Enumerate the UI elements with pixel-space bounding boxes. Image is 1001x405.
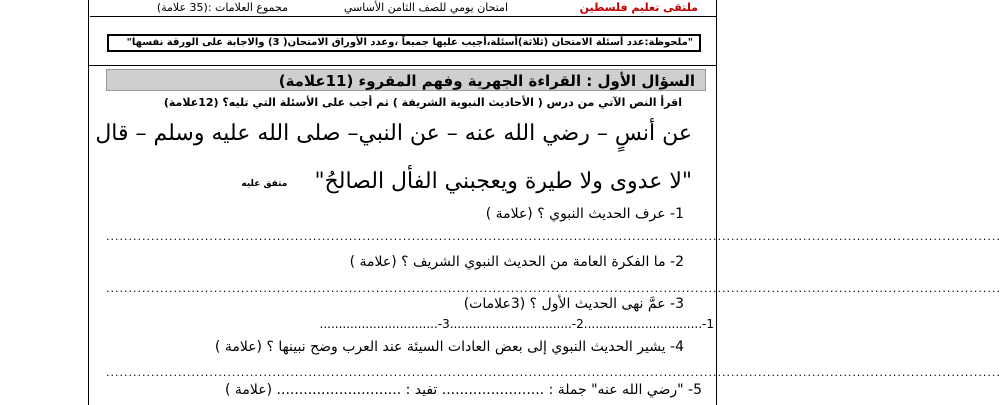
question-item-2: 2- ما الفكرة العامة من الحديث النبوي الشريف ؟ (علامة ) bbox=[349, 254, 684, 270]
question-1-instruction: اقرأ النص الآتي من درس ( الأحاديث النبوية الشريفة ) ثم أجب على الأسئلة التي تليه؟ (12علامة) bbox=[163, 96, 682, 109]
hadith-text-line-2 bbox=[241, 166, 692, 198]
exam-note: "ملحوظة:عدد أسئلة الامتحان (ثلاثة)أسئلة،أجيب عليها جميعاً ،وعدد الأوراق الامتحان( 3) والاجابة على الورقة نفسها" bbox=[107, 34, 701, 52]
header-divider bbox=[90, 16, 716, 17]
question-1-title: السؤال الأول : القراءة الجهرية وفهم المقروء (11علامة) bbox=[106, 69, 706, 91]
question-3-answers: 1-...............................2-................................3-............................... bbox=[319, 317, 714, 331]
hadith-source: متفق عليه bbox=[241, 178, 288, 189]
exam-title: امتحان يومي للصف الثامن الأساسي bbox=[343, 1, 508, 14]
site-name: ملتقى تعليم فلسطين bbox=[579, 1, 698, 14]
hadith-quote: "لا عدوى ولا طيرة ويعجبني الفأل الصالحُ" bbox=[314, 169, 692, 194]
question-item-1: 1- عرف الحديث النبوي ؟ (علامة ) bbox=[485, 206, 684, 222]
page-border-left bbox=[88, 0, 89, 405]
section-divider bbox=[88, 65, 716, 66]
question-item-4: 4- يشير الحديث النبوي إلى بعض العادات السيئة عند العرب وضح نبينها ؟ (علامة ) bbox=[214, 339, 684, 355]
question-item-5: 5- "رضي الله عنه" جملة : ....................... تفيد : ............................ (علامة ) bbox=[225, 382, 702, 398]
answer-line-2: ....................................................................................................................................................................................................... bbox=[106, 282, 1001, 295]
answer-line-1: ....................................................................................................................................................................................................... bbox=[106, 230, 1001, 243]
question-item-3: 3- عمَّ نهى الحديث الأول ؟ (3علامات) bbox=[463, 296, 684, 312]
answer-line-4: ....................................................................................................................................................................................................... bbox=[106, 366, 1001, 379]
exam-header bbox=[100, 0, 708, 16]
hadith-text-line-1: عن أنسٍ – رضي الله عنه – عن النبي– صلى الله عليه وسلم – قال bbox=[95, 121, 692, 146]
page-border-right bbox=[716, 0, 717, 405]
total-marks: مجموع العلامات :(35 علامة) bbox=[156, 1, 288, 14]
